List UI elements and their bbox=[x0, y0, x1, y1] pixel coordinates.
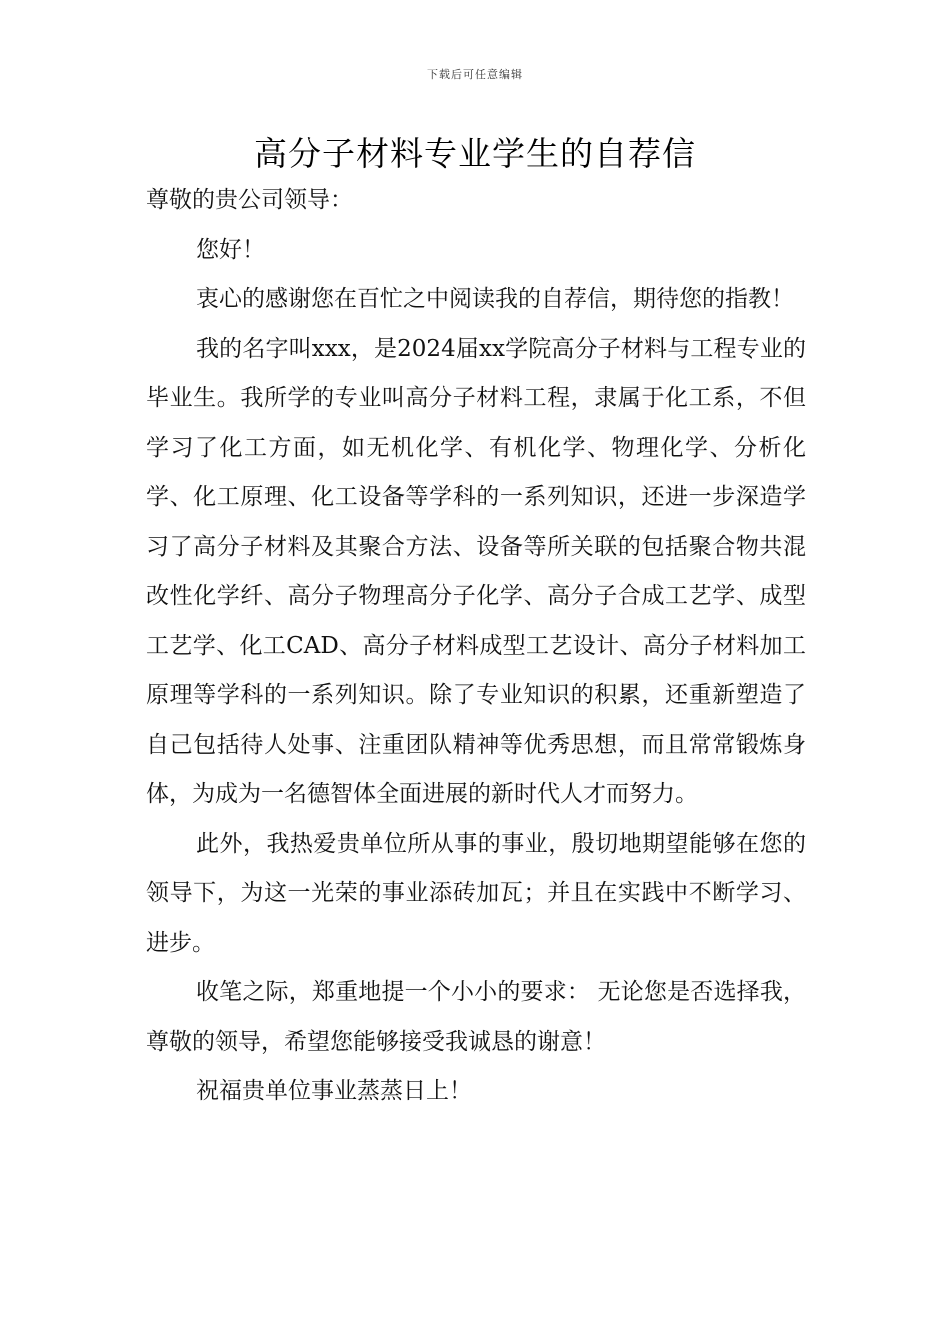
greeting-paragraph: 您好！ bbox=[196, 236, 265, 263]
aspiration-paragraph: 此外，我热爱贵单位所从事的事业，殷切地期望能够在您的领导下，为这一光荣的事业添砖加瓦；并且在实践中不断学习、进步。 bbox=[146, 830, 806, 956]
header-note: 下载后可任意编辑 bbox=[427, 68, 523, 81]
thanks-paragraph: 衷心的感谢您在百忙之中阅读我的自荐信，期待您的指教！ bbox=[196, 286, 794, 312]
introduction-paragraph: 我的名字叫xxx，是2024届xx学院高分子材料与工程专业的毕业生。我所学的专业叫高分子材料工程，隶属于化工系，不但学习了化工方面，如无机化学、有机化学、物理化学、分析化学、化工原理、化工设备等学科的一系列知识，还进一步深造学习了高分子材料及其聚合方法、设备等所关联的包括聚合物共混改性化学纤、高分子物理高分子化学、高分子合成工艺学、成型工艺学、化工CAD、高分子材料成型工艺设计、高分子材料加工原理等学科的一系列知识。除了专业知识的积累，还重新塑造了自己包括待人处事、注重团队精神等优秀思想，而且常常锻炼身体，为成为一名德智体全面进展的新时代人才而努力。 bbox=[146, 335, 806, 807]
request-paragraph: 收笔之际，郑重地提一个小小的要求： 无论您是否选择我，尊敬的领导，希望您能够接受我诚恳的谢意！ bbox=[146, 979, 806, 1055]
salutation: 尊敬的贵公司领导： bbox=[146, 187, 353, 213]
blessing-paragraph: 祝福贵单位事业蒸蒸日上！ bbox=[196, 1078, 472, 1104]
letter-body bbox=[146, 176, 806, 1117]
document-title: 高分子材料专业学生的自荐信 bbox=[254, 134, 696, 173]
